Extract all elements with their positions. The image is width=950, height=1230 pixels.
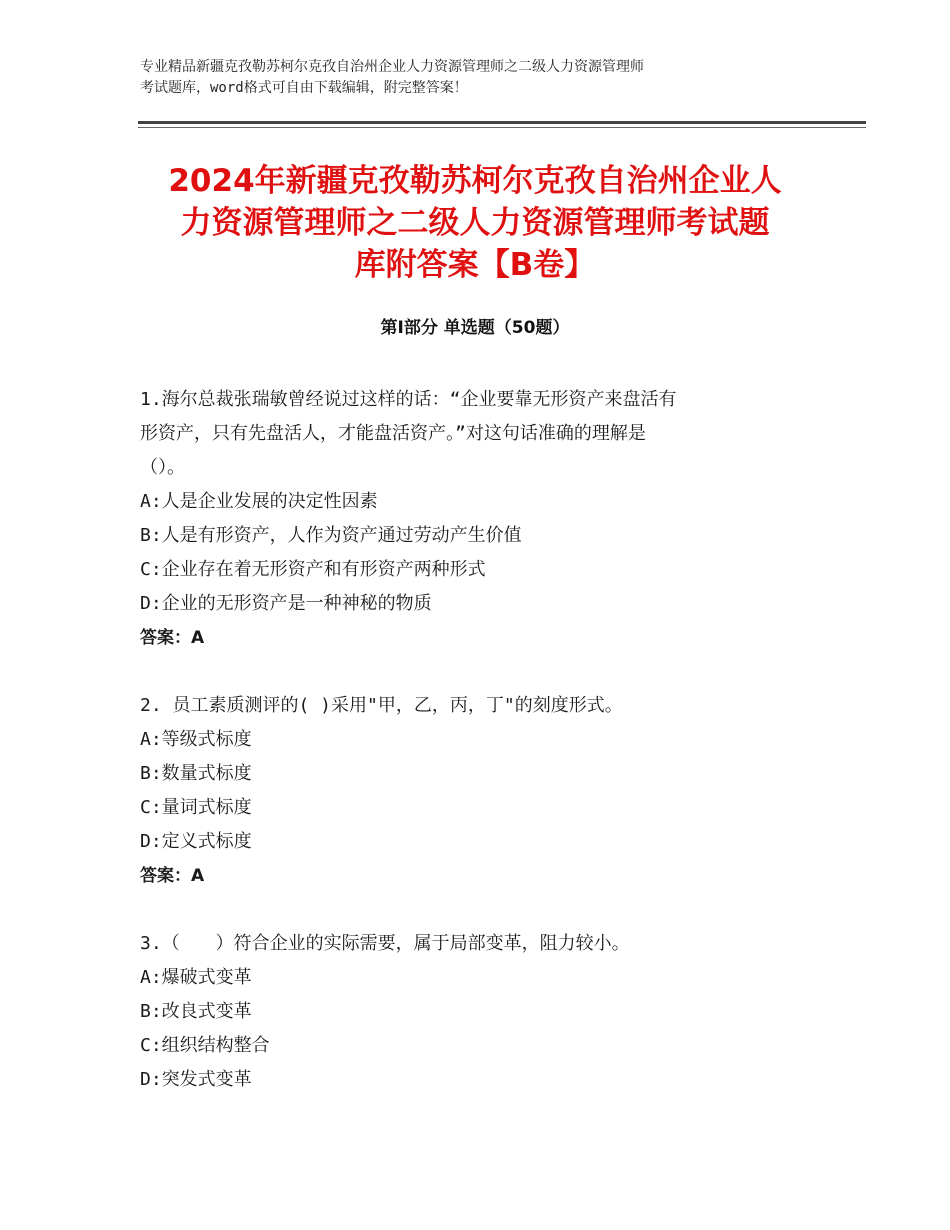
question-1-option-d: D:企业的无形资产是一种神秘的物质 [140,593,432,614]
question-2-option-c: C:量词式标度 [140,797,252,818]
question-1-stem-line1: 1.海尔总裁张瑞敏曾经说过这样的话：“企业要靠无形资产来盘活有 [140,389,677,410]
question-2-answer: 答案：A [140,866,205,886]
header-divider-thin [138,127,866,128]
question-3 [140,927,840,1097]
document-title [130,160,820,286]
question-2-option-b: B:数量式标度 [140,763,252,784]
header-note [140,57,830,99]
question-1-answer: 答案：A [140,628,205,648]
question-2-option-a: A:等级式标度 [140,729,252,750]
header-divider-thick [138,121,866,124]
header-note-line2: 考试题库，word格式可自由下载编辑，附完整答案！ [140,80,468,96]
question-1-stem-line3: （）。 [140,457,185,478]
question-1-stem-line2: 形资产，只有先盘活人，才能盘活资产。”对这句话准确的理解是 [140,423,646,444]
question-2-stem-line1: 2. 员工素质测评的( )采用"甲，乙，丙，丁"的刻度形式。 [140,695,623,716]
question-1 [140,383,840,655]
header-note-line1: 专业精品新疆克孜勒苏柯尔克孜自治州企业人力资源管理师之二级人力资源管理师 [140,59,644,75]
question-2-option-d: D:定义式标度 [140,831,252,852]
question-list [140,383,840,1131]
question-1-option-a: A:人是企业发展的决定性因素 [140,491,378,512]
question-3-stem-line1: 3.（ ）符合企业的实际需要，属于局部变革，阻力较小。 [140,933,630,954]
question-3-option-d: D:突发式变革 [140,1069,252,1090]
question-3-option-a: A:爆破式变革 [140,967,252,988]
question-1-option-c: C:企业存在着无形资产和有形资产两种形式 [140,559,486,580]
document-title-line2: 力资源管理师之二级人力资源管理师考试题 [180,205,770,241]
document-title-line3: 库附答案【B卷】 [354,247,596,283]
question-2 [140,689,840,893]
question-1-option-b: B:人是有形资产，人作为资产通过劳动产生价值 [140,525,522,546]
section-title: 第Ⅰ部分 单选题（50题） [380,318,570,338]
question-3-option-c: C:组织结构整合 [140,1035,270,1056]
document-title-line1: 2024年新疆克孜勒苏柯尔克孜自治州企业人 [168,163,782,199]
question-3-option-b: B:改良式变革 [140,1001,252,1022]
